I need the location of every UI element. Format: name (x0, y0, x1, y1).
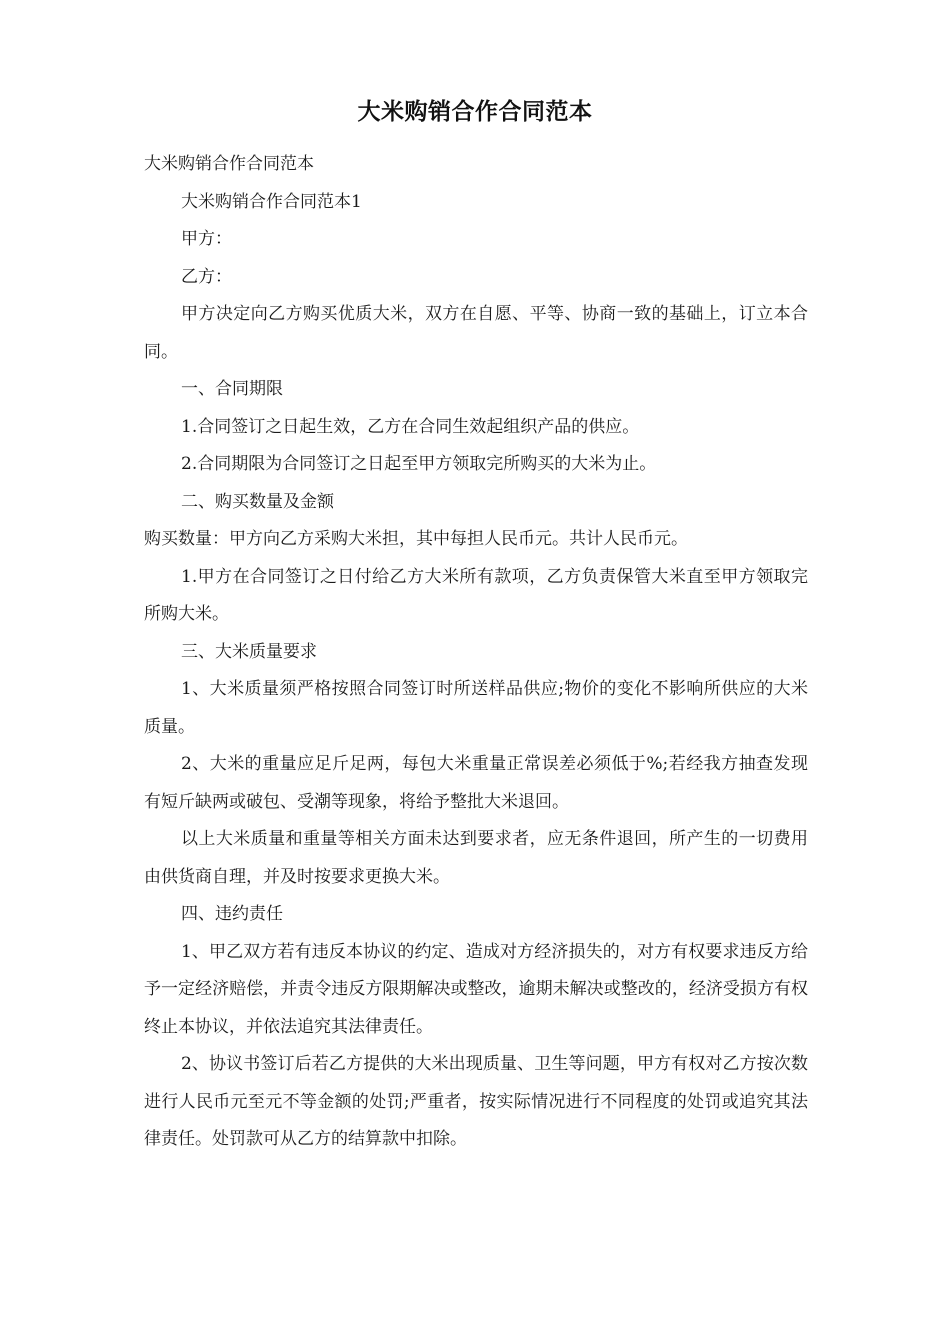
paragraph: 二、购买数量及金额 (181, 491, 334, 512)
paragraph: 一、合同期限 (181, 379, 283, 399)
paragraph: 甲方决定向乙方购买优质大米，双方在自愿、平等、协商一致的基础上，订立本合同。 (144, 304, 808, 362)
paragraph: 2.合同期限为合同签订之日起至甲方领取完所购买的大米为止。 (181, 454, 657, 474)
paragraph: 大米购销合作合同范本1 (181, 191, 362, 212)
paragraph: 四、违约责任 (181, 904, 283, 924)
paragraph: 2、大米的重量应足斤足两，每包大米重量正常误差必须低于%;若经我方抽查发现有短斤缺两或破包、受潮等现象，将给予整批大米退回。 (144, 754, 808, 812)
document-title: 大米购销合作合同范本 (357, 99, 593, 125)
paragraph: 2、协议书签订后若乙方提供的大米出现质量、卫生等问题，甲方有权对乙方按次数进行人民币元至元不等金额的处罚;严重者，按实际情况进行不同程度的处罚或追究其法律责任。处罚款可从乙方的结算款中扣除。 (144, 1054, 808, 1149)
paragraph: 1.合同签订之日起生效，乙方在合同生效起组织产品的供应。 (181, 416, 640, 437)
paragraph: 购买数量：甲方向乙方采购大米担，其中每担人民币元。共计人民币元。 (144, 529, 688, 549)
paragraph: 以上大米质量和重量等相关方面未达到要求者，应无条件退回，所产生的一切费用由供货商自理，并及时按要求更换大米。 (144, 829, 808, 887)
paragraph: 1、甲乙双方若有违反本协议的约定、造成对方经济损失的，对方有权要求违反方给予一定经济赔偿，并责令违反方限期解决或整改，逾期未解决或整改的，经济受损方有权终止本协议，并依法追究其法律责任。 (144, 941, 808, 1037)
paragraph: 三、大米质量要求 (181, 641, 317, 662)
paragraph: 乙方： (181, 266, 232, 287)
paragraph: 1.甲方在合同签订之日付给乙方大米所有款项，乙方负责保管大米直至甲方领取完所购大米。 (144, 566, 808, 624)
paragraph: 1、大米质量须严格按照合同签订时所送样品供应;物价的变化不影响所供应的大米质量。 (144, 679, 808, 737)
document-body (144, 146, 808, 1159)
paragraph: 甲方： (181, 229, 232, 249)
paragraph: 大米购销合作合同范本 (144, 154, 314, 174)
